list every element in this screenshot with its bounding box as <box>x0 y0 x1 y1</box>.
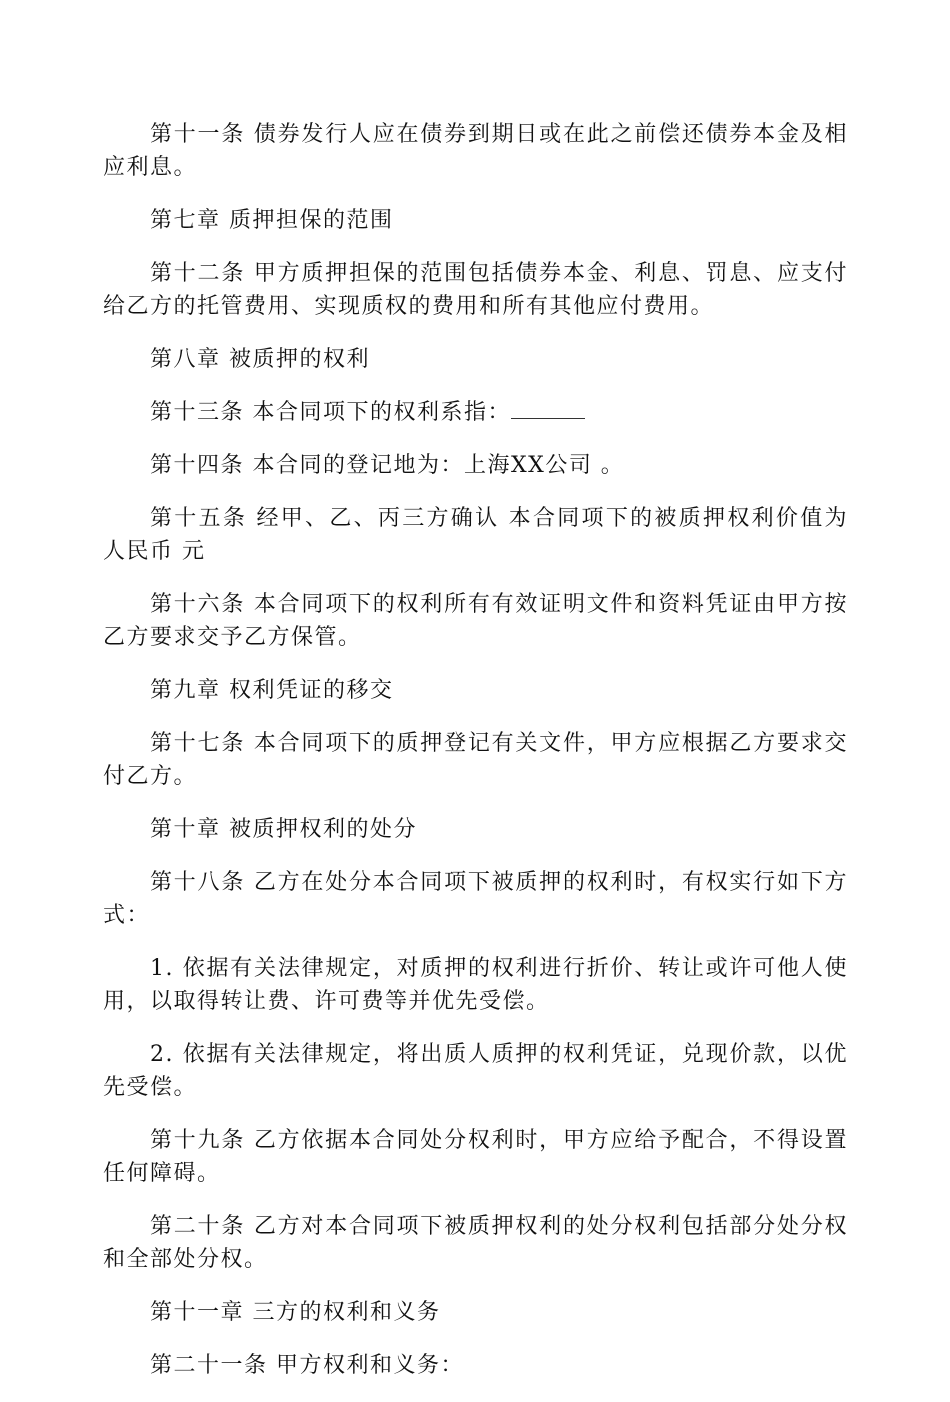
article-20: 第二十条 乙方对本合同项下被质押权利的处分权利包括部分处分权和全部处分权。 <box>103 1214 848 1272</box>
document-page <box>103 118 848 1402</box>
article-16: 第十六条 本合同项下的权利所有有效证明文件和资料凭证由甲方按乙方要求交予乙方保管。 <box>103 592 848 650</box>
article-12: 第十二条 甲方质押担保的范围包括债券本金、利息、罚息、应支付给乙方的托管费用、实现质权的费用和所有其他应付费用。 <box>103 261 848 319</box>
chapter-7-heading: 第七章 质押担保的范围 <box>150 208 394 233</box>
chapter-8-heading: 第八章 被质押的权利 <box>150 347 370 372</box>
article-17: 第十七条 本合同项下的质押登记有关文件，甲方应根据乙方要求交付乙方。 <box>103 731 848 789</box>
chapter-9-heading: 第九章 权利凭证的移交 <box>150 678 394 703</box>
article-13 <box>103 396 848 429</box>
article-21: 第二十一条 甲方权利和义务： <box>150 1353 464 1378</box>
article-14: 第十四条 本合同的登记地为：上海XX公司 。 <box>150 453 625 478</box>
article-15: 第十五条 经甲、乙、丙三方确认 本合同项下的被质押权利价值为人民币 元 <box>103 506 848 564</box>
article-18: 第十八条 乙方在处分本合同项下被质押的权利时，有权实行如下方式： <box>103 870 848 928</box>
article-18-item-1: 1. 依据有关法律规定，对质押的权利进行折价、转让或许可他人使用，以取得转让费、许可费等并优先受偿。 <box>103 956 848 1014</box>
article-13-text: 第十三条 本合同项下的权利系指： <box>150 400 511 425</box>
fill-in-blank-line <box>511 398 585 419</box>
article-18-item-2: 2. 依据有关法律规定，将出质人质押的权利凭证，兑现价款，以优先受偿。 <box>103 1042 848 1100</box>
chapter-11-heading: 第十一章 三方的权利和义务 <box>150 1300 441 1325</box>
chapter-10-heading: 第十章 被质押权利的处分 <box>150 817 417 842</box>
article-19: 第十九条 乙方依据本合同处分权利时，甲方应给予配合，不得设置任何障碍。 <box>103 1128 848 1186</box>
article-11: 第十一条 债券发行人应在债券到期日或在此之前偿还债券本金及相应利息。 <box>103 122 848 180</box>
